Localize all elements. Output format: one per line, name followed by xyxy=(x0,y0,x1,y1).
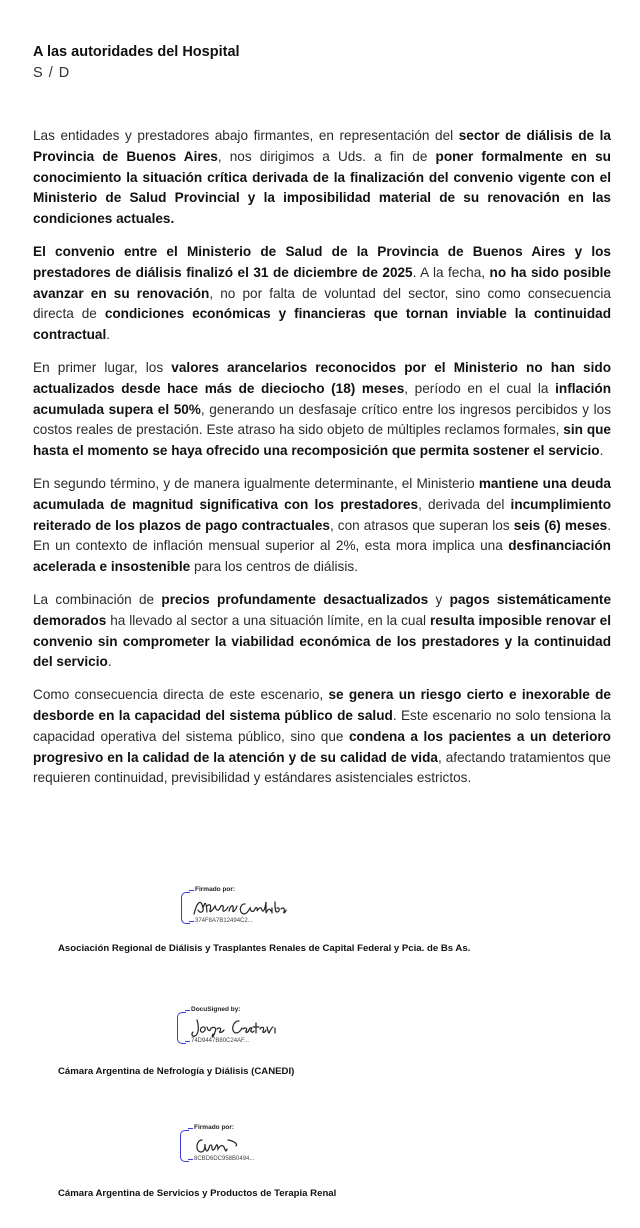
signature-hash: 374F8A7B12494C2... xyxy=(195,918,253,924)
signature-stamp-1 xyxy=(181,886,291,928)
emphasized-text: inflación acumulada supera el 50% xyxy=(33,380,612,417)
paragraph-text: Las entidades y prestadores abajo firmantes, en representación del xyxy=(33,128,459,143)
emphasized-text: sector de diálisis de la Provincia de Buenos Aires xyxy=(33,128,611,164)
body-paragraph-2 xyxy=(33,242,611,346)
paragraph-text: . En un contexto de inflación mensual superior al 2%, esta mora implica una xyxy=(33,517,611,554)
emphasized-text: condena a los pacientes a un deterioro progresivo en la calidad de la atención y de su calidad de vida xyxy=(33,728,611,765)
body-paragraph-5 xyxy=(33,590,611,673)
paragraph-text: , no por falta de voluntad del sector, sino como consecuencia directa de xyxy=(33,285,611,322)
signature-frame xyxy=(177,1012,186,1044)
paragraph-text: La combinación de xyxy=(33,591,162,607)
signature-image xyxy=(187,1014,283,1040)
emphasized-text: resulta imposible renovar el convenio sin comprometer la viabilidad económica de los prestadores y la continuidad del servicio xyxy=(33,612,611,670)
signature-stamp-3 xyxy=(180,1124,290,1166)
signer-organization-2: Cámara Argentina de Nefrología y Diálisis (CANEDI) xyxy=(58,1066,295,1077)
signer-organization-3: Cámara Argentina de Servicios y Productos de Terapia Renal xyxy=(58,1188,337,1199)
addressee-line: A las autoridades del Hospital xyxy=(33,44,240,60)
emphasized-text: poner formalmente en su conocimiento la situación crítica derivada de la finalización del convenio vigente con el Ministerio de Salud Provincial y la imposibilidad material de su renovación en las condiciones actuales. xyxy=(33,148,611,227)
paragraph-text: Como consecuencia directa de este escenario, xyxy=(33,687,329,703)
signature-hash: 8CBD6DC958B0494... xyxy=(194,1156,255,1162)
emphasized-text: se genera un riesgo cierto e inexorable de desborde en la capacidad del sistema público de salud xyxy=(33,687,611,723)
paragraph-text: , período en el cual la xyxy=(404,380,556,396)
paragraph-text: ha llevado al sector a una situación límite, en la cual xyxy=(106,612,430,628)
signature-tag: Firmado por: xyxy=(195,886,236,893)
signature-frame xyxy=(180,1130,189,1162)
signature-image xyxy=(191,894,287,920)
paragraph-text: En segundo término, y de manera igualmente determinante, el Ministerio xyxy=(33,475,479,491)
paragraph-text: , con atrasos que superan los xyxy=(329,517,514,533)
signature-stamp-2 xyxy=(177,1006,287,1048)
salutation-line: S / D xyxy=(33,65,71,81)
emphasized-text: condiciones económicas y financieras que tornan inviable la continuidad contractual xyxy=(33,306,611,343)
body-paragraph-3 xyxy=(33,358,611,462)
paragraph-text: . A la fecha, xyxy=(412,264,490,280)
signer-organization-1: Asociación Regional de Diálisis y Trasplantes Renales de Capital Federal y Pcia. de Bs As. xyxy=(58,943,471,954)
emphasized-text: desfinanciación acelerada e insostenible xyxy=(33,538,611,575)
paragraph-text: , afectando tratamientos que requieren continuidad, previsibilidad y estándares asistenciales estrictos. xyxy=(33,749,611,786)
signature-tag: DocuSigned by: xyxy=(191,1006,241,1013)
emphasized-text: mantiene una deuda acumulada de magnitud significativa con los prestadores xyxy=(33,475,611,512)
paragraph-text: En primer lugar, los xyxy=(33,359,172,375)
paragraph-text: y xyxy=(428,591,450,607)
paragraph-text: . xyxy=(107,654,112,670)
emphasized-text: pagos sistemáticamente demorados xyxy=(33,591,612,628)
paragraph-text: , generando un desfasaje crítico entre los ingresos percibidos y los costos reales de prestación. Este atraso ha sido objeto de múltiples reclamos formales, xyxy=(33,401,612,438)
emphasized-text: El convenio entre el Ministerio de Salud de la Provincia de Buenos Aires y los prestadores de diálisis finalizó el 31 de diciembre de 2025 xyxy=(33,243,611,280)
paragraph-text: . xyxy=(106,327,111,343)
signature-image xyxy=(190,1132,286,1158)
signature-hash: 74D9447B80C24AF... xyxy=(191,1038,250,1044)
body-paragraph-4 xyxy=(33,474,611,578)
emphasized-text: no ha sido posible avanzar en su renovación xyxy=(33,264,611,301)
emphasized-text: sin que hasta el momento se haya ofrecido una recomposición que permita sostener el servicio xyxy=(33,422,611,459)
letter-body xyxy=(33,126,611,801)
body-paragraph-1 xyxy=(33,126,611,230)
paragraph-text: . xyxy=(599,443,604,459)
emphasized-text: valores arancelarios reconocidos por el Ministerio no han sido actualizados desde hace más de dieciocho (18) meses xyxy=(33,359,612,396)
body-paragraph-6 xyxy=(33,685,611,789)
signature-tag: Firmado por: xyxy=(194,1124,235,1131)
paragraph-text: . Este escenario no solo tensiona la capacidad operativa del sistema público, sino que xyxy=(33,707,611,744)
paragraph-text: , derivada del xyxy=(418,496,511,512)
paragraph-text: para los centros de diálisis. xyxy=(190,559,358,575)
signature-frame xyxy=(181,892,190,924)
addressee-block xyxy=(33,42,240,84)
emphasized-text: precios profundamente desactualizados xyxy=(161,591,429,607)
paragraph-text: , nos dirigimos a Uds. a fin de xyxy=(217,148,436,164)
emphasized-text: incumplimiento reiterado de los plazos de pago contractuales xyxy=(33,496,611,533)
emphasized-text: seis (6) meses xyxy=(513,517,608,533)
